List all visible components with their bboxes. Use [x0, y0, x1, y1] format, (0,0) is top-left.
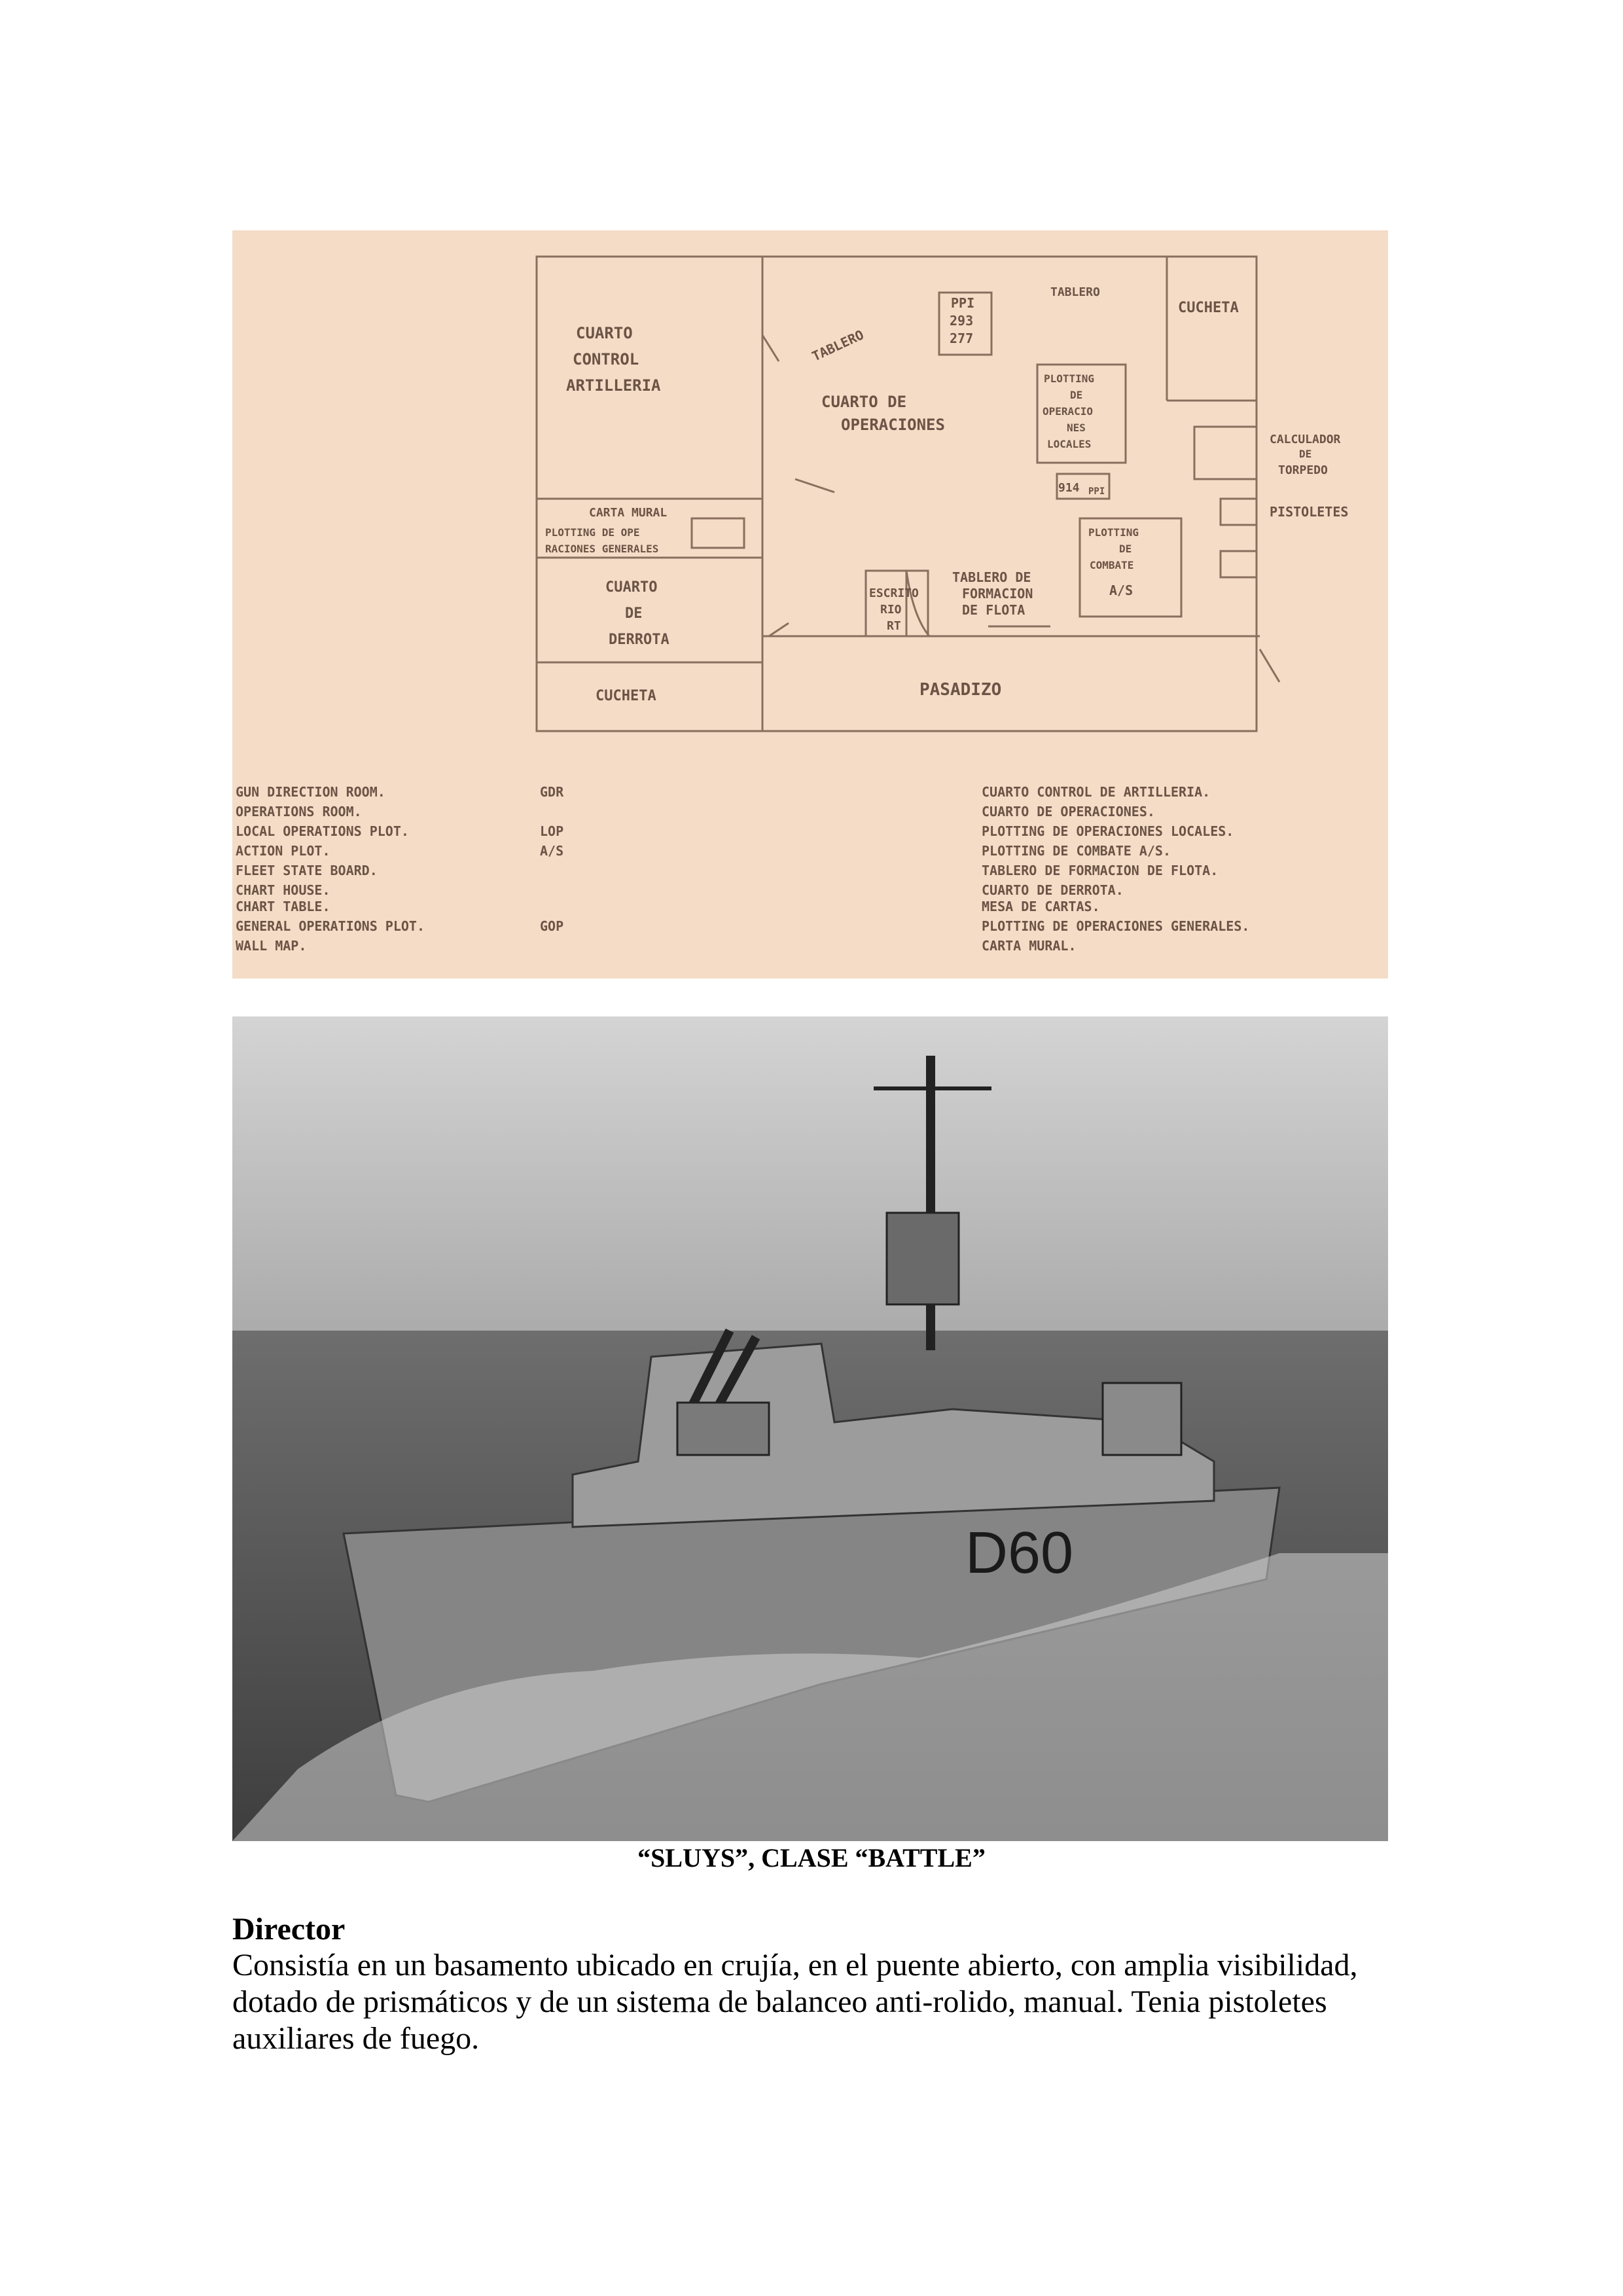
ship-mast — [926, 1056, 935, 1350]
legend-right-1: CUARTO CONTROL DE ARTILLERIA. — [982, 784, 1211, 800]
tablero-flota-label-3: DE FLOTA — [962, 602, 1026, 618]
section-heading: Director — [232, 1912, 346, 1946]
legend-abbrev-gdr: GDR — [540, 784, 564, 800]
legend-left-9: WALL MAP. — [236, 938, 307, 954]
legend-right-9: CARTA MURAL. — [982, 938, 1077, 954]
legend-right-6: CUARTO DE DERROTA. — [982, 882, 1124, 898]
plotting-combate-3: COMBATE — [1090, 559, 1134, 571]
legend-left-1: GUN DIRECTION ROOM. — [236, 784, 385, 800]
legend-abbrev-gop: GOP — [540, 918, 564, 934]
tablero-top-label: TABLERO — [1050, 285, 1100, 299]
gun-room-label-3: ARTILLERIA — [566, 376, 661, 395]
tablero-flota-label-1: TABLERO DE — [952, 569, 1031, 585]
derrota-label-2: DE — [625, 605, 643, 622]
legend-right-7: MESA DE CARTAS. — [982, 899, 1100, 914]
legend-right-5: TABLERO DE FORMACION DE FLOTA. — [982, 863, 1219, 878]
gun-room-label-1: CUARTO — [576, 324, 633, 342]
legend-right-3: PLOTTING DE OPERACIONES LOCALES. — [982, 823, 1234, 839]
floor-plan-drawing — [232, 230, 1388, 978]
plotting-locales-2: DE — [1070, 389, 1083, 401]
plotting-locales-5: LOCALES — [1047, 438, 1092, 450]
escritorio-label-1: ESCRITO — [869, 586, 919, 600]
legend-right-2: CUARTO DE OPERACIONES. — [982, 804, 1155, 819]
plotting-combate-4: A/S — [1109, 583, 1133, 598]
calculador-label-3: TORPEDO — [1278, 463, 1328, 477]
derrota-label-1: CUARTO — [605, 579, 658, 596]
ppi-914-suffix: PPI — [1088, 486, 1105, 497]
ppi-914-label: 914 — [1058, 481, 1080, 495]
cucheta-right-label: CUCHETA — [1178, 300, 1239, 316]
escritorio-label-3: RT — [887, 619, 901, 633]
legend-left-8: GENERAL OPERATIONS PLOT. — [236, 918, 425, 934]
legend-left-6: CHART HOUSE. — [236, 882, 330, 898]
plotting-generales-1: PLOTTING DE OPE — [545, 526, 640, 539]
plotting-locales-4: NES — [1067, 422, 1086, 434]
ops-room-label-2: OPERACIONES — [841, 416, 945, 434]
ppi-label-1: PPI — [951, 295, 975, 311]
carta-mural-label: CARTA MURAL — [589, 506, 668, 520]
legend-right-8: PLOTTING DE OPERACIONES GENERALES. — [982, 918, 1250, 934]
hull-number: D60 — [965, 1520, 1074, 1586]
ship-drawing — [232, 1016, 1388, 1841]
legend-left-2: OPERATIONS ROOM. — [236, 804, 362, 819]
ppi-label-2: 293 — [950, 313, 974, 329]
legend-abbrev-lop: LOP — [540, 823, 564, 839]
tablero-flota-label-2: FORMACION — [962, 586, 1033, 601]
legend-abbrev-as: A/S — [540, 843, 564, 859]
photo-caption: “SLUYS”, CLASE “BATTLE” — [637, 1843, 986, 1873]
pasadizo-label: PASADIZO — [919, 680, 1002, 700]
calculador-label-1: CALCULADOR — [1270, 433, 1341, 446]
plotting-locales-1: PLOTTING — [1044, 372, 1095, 385]
plotting-combate-1: PLOTTING — [1088, 526, 1139, 539]
plotting-generales-2: RACIONES GENERALES — [545, 543, 659, 555]
tablero-diag-label: TABLERO — [809, 327, 866, 365]
derrota-label-3: DERROTA — [609, 632, 669, 648]
gun-room-label-2: CONTROL — [573, 350, 639, 368]
legend-left-3: LOCAL OPERATIONS PLOT. — [236, 823, 409, 839]
legend-left-7: CHART TABLE. — [236, 899, 330, 914]
floor-plan-image — [232, 230, 1388, 978]
legend-left-4: ACTION PLOT. — [236, 843, 330, 859]
ship-photograph — [232, 1016, 1388, 1841]
plotting-locales-3: OPERACIO — [1043, 405, 1094, 418]
cucheta-left-label: CUCHETA — [596, 688, 656, 704]
calculador-label-2: DE — [1299, 448, 1312, 460]
escritorio-label-2: RIO — [880, 603, 902, 617]
ops-room-label-1: CUARTO DE — [821, 393, 907, 411]
legend-left-5: FLEET STATE BOARD. — [236, 863, 378, 878]
ppi-label-3: 277 — [950, 331, 974, 346]
legend-right-4: PLOTTING DE COMBATE A/S. — [982, 843, 1171, 859]
plotting-combate-2: DE — [1119, 543, 1132, 555]
pistoletes-label: PISTOLETES — [1270, 504, 1349, 520]
section-paragraph: Consistía en un basamento ubicado en crujía, en el puente abierto, con amplia visibilidad, dotado de prismáticos y de un sistema de balanceo anti-rolido, manual. Tenia pistoletes auxiliares de fuego. — [232, 1948, 1358, 2056]
